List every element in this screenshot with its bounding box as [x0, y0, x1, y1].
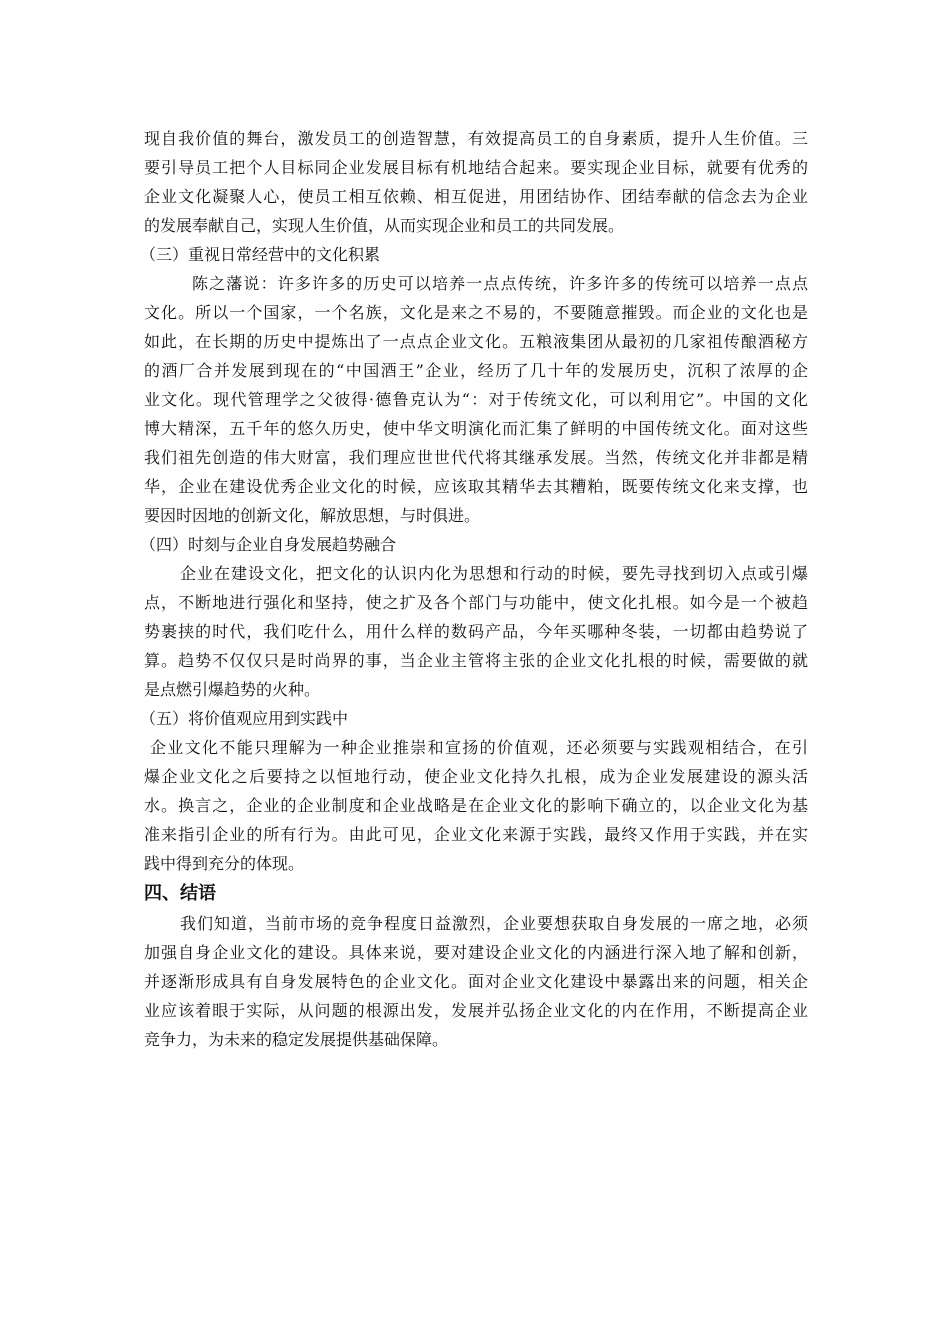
- text-line: 企业文化凝聚人心，使员工相互依赖、相互促进，用团结协作、团结奉献的信念去为企业: [144, 187, 808, 206]
- text-line: 要引导员工把个人目标同企业发展目标有机地结合起来。要实现企业目标，就要有优秀的: [144, 158, 808, 177]
- text-line: 点，不断地进行强化和坚持，使之扩及各个部门与功能中，使文化扎根。如今是一个被趋: [144, 593, 808, 612]
- text-line: 业文化。现代管理学之父彼得·德鲁克认为“：对于传统文化，可以利用它”。中国的文化: [144, 390, 808, 409]
- text-line: 践中得到充分的体现。: [144, 854, 305, 873]
- text-line: 的酒厂合并发展到现在的“中国酒王”企业，经历了几十年的发展历史，沉积了浓厚的企: [144, 361, 808, 380]
- text-line: 业应该着眼于实际，从问题的根源出发，发展并弘扬企业文化的内在作用，不断提高企业: [144, 1001, 808, 1020]
- text-line: 要因时因地的创新文化，解放思想，与时俱进。: [144, 506, 481, 525]
- subsection-heading-3: （三）重视日常经营中的文化积累: [140, 245, 381, 264]
- intro-paragraph: [144, 124, 808, 240]
- text-line: 现自我价值的舞台，激发员工的创造智慧，有效提高员工的自身素质，提升人生价值。三: [144, 129, 808, 148]
- text-line: 竞争力，为未来的稳定发展提供基础保障。: [144, 1030, 449, 1049]
- subsection-3-paragraph: [144, 269, 808, 530]
- subsection-heading-5: （五）将价值观应用到实践中: [140, 709, 349, 728]
- subsection-5-paragraph: [144, 733, 808, 878]
- text-line: 我们知道，当前市场的竞争程度日益激烈，企业要想获取自身发展的一席之地，必须: [180, 914, 808, 933]
- text-line: 华，企业在建设优秀企业文化的时候，应该取其精华去其糟粕，既要传统文化来支撑，也: [144, 477, 808, 496]
- text-line: 如此，在长期的历史中提炼出了一点点企业文化。五粮液集团从最初的几家祖传酿酒秘方: [144, 332, 808, 351]
- text-line: 企业文化不能只理解为一种企业推崇和宣扬的价值观，还必须要与实践观相结合，在引: [150, 738, 808, 757]
- text-line: 算。趋势不仅仅只是时尚界的事，当企业主管将主张的企业文化扎根的时候，需要做的就: [144, 651, 808, 670]
- text-line: 我们祖先创造的伟大财富，我们理应世世代代将其继承发展。当然，传统文化并非都是精: [144, 448, 808, 467]
- text-line: 陈之藩说：许多许多的历史可以培养一点点传统，许多许多的传统可以培养一点点: [192, 274, 808, 293]
- text-line: 爆企业文化之后要持之以恒地行动，使企业文化持久扎根，成为企业发展建设的源头活: [144, 767, 808, 786]
- subsection-heading-4: （四）时刻与企业自身发展趋势融合: [140, 535, 397, 554]
- conclusion-paragraph: [144, 909, 808, 1054]
- text-line: 企业在建设文化，把文化的认识内化为思想和行动的时候，要先寻找到切入点或引爆: [180, 564, 808, 583]
- text-line: 加强自身企业文化的建设。具体来说，要对建设企业文化的内涵进行深入地了解和创新，: [144, 943, 808, 962]
- section-title-conclusion: 四、结语: [144, 883, 216, 904]
- text-line: 文化。所以一个国家，一个名族，文化是来之不易的，不要随意摧毁。而企业的文化也是: [144, 303, 808, 322]
- text-line: 准来指引企业的所有行为。由此可见，企业文化来源于实践，最终又作用于实践，并在实: [144, 825, 808, 844]
- text-line: 是点燃引爆趋势的火种。: [144, 680, 321, 699]
- text-line: 博大精深，五千年的悠久历史，使中华文明演化而汇集了鲜明的中国传统文化。面对这些: [144, 419, 808, 438]
- text-line: 的发展奉献自己，实现人生价值，从而实现企业和员工的共同发展。: [144, 216, 625, 235]
- document-page: [140, 124, 808, 1054]
- text-line: 势裹挟的时代，我们吃什么，用什么样的数码产品，今年买哪种冬装，一切都由趋势说了: [144, 622, 808, 641]
- text-line: 水。换言之，企业的企业制度和企业战略是在企业文化的影响下确立的，以企业文化为基: [144, 796, 808, 815]
- text-line: 并逐渐形成具有自身发展特色的企业文化。面对企业文化建设中暴露出来的问题，相关企: [144, 972, 808, 991]
- subsection-4-paragraph: [144, 559, 808, 704]
